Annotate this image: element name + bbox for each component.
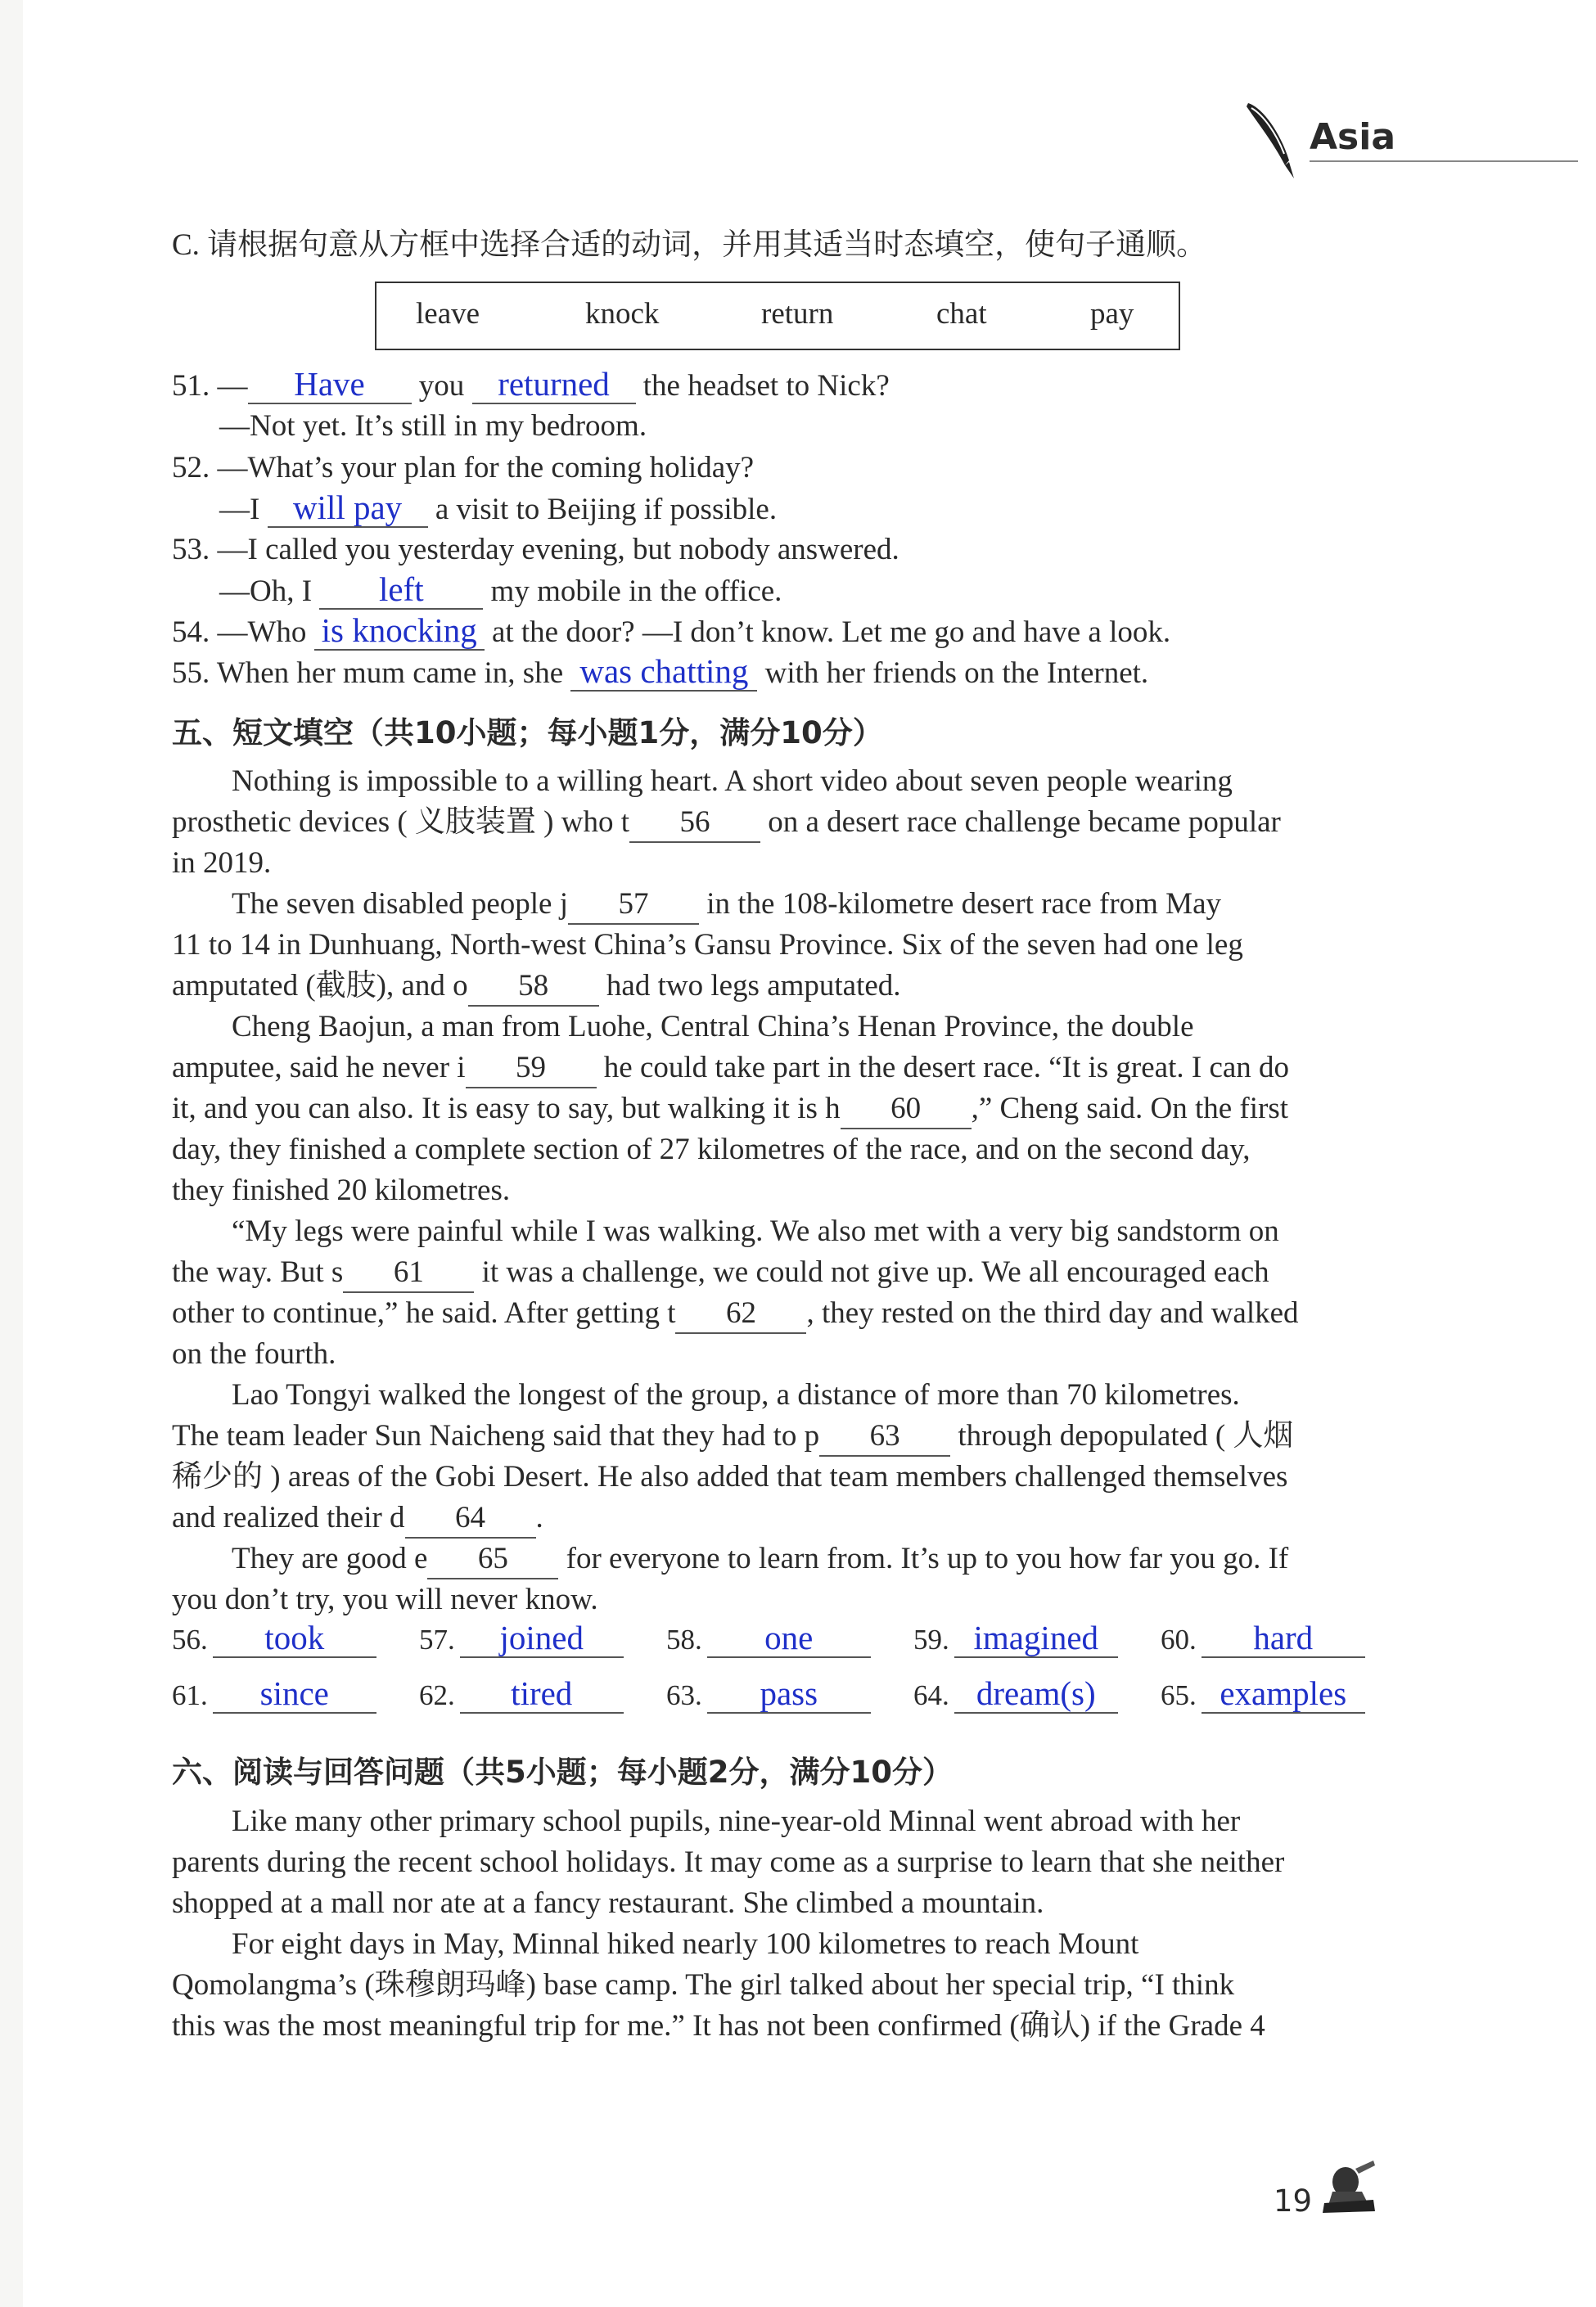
question-51-reply: —Not yet. It’s still in my bedroom. xyxy=(219,409,647,443)
reading-line: parents during the recent school holidays. It may come as a surprise to learn that she neither xyxy=(172,1845,1285,1879)
answer-64: dream(s) xyxy=(976,1674,1096,1712)
reading-line: Like many other primary school pupils, nine-year-old Minnal went abroad with her xyxy=(232,1805,1241,1838)
answer-56: took xyxy=(264,1619,325,1656)
pen-icon xyxy=(1240,97,1305,182)
passage-line: in 2019. xyxy=(172,846,272,880)
passage-line: 11 to 14 in Dunhuang, North-west China’s Gansu Province. Six of the seven had one leg xyxy=(172,928,1243,962)
reading-student-icon xyxy=(1316,2154,1382,2219)
header-rule xyxy=(1310,160,1578,162)
passage-line: day, they finished a complete section of 27 kilometres of the race, and on the second day, xyxy=(172,1133,1251,1166)
answer-55: was chatting xyxy=(579,652,749,690)
reading-line: this was the most meaningful trip for me.” It has not been confirmed (确认) if the Grade 4 xyxy=(172,2009,1265,2043)
passage-line: they finished 20 kilometres. xyxy=(172,1174,511,1207)
question-52-reply: —I will pay a visit to Beijing if possible. xyxy=(219,489,778,526)
passage-line: on the fourth. xyxy=(172,1337,336,1371)
word-box-item: knock xyxy=(585,297,660,331)
question-55: 55. When her mum came in, she was chatting with her friends on the Internet. xyxy=(172,652,1149,690)
answer-62: tired xyxy=(511,1674,573,1712)
answer-row-2: 61. since 62. tired 63. pass 64. dream(s) 65. examples xyxy=(172,1674,1365,1714)
passage-line: other to continue,” he said. After getting t 62 , they rested on the third day and walked xyxy=(172,1293,1299,1334)
word-box-item: pay xyxy=(1090,297,1134,331)
answer-54: is knocking xyxy=(321,611,477,649)
question-52: 52. —What’s your plan for the coming holiday? xyxy=(172,451,755,484)
passage-line: prosthetic devices ( 义肢装置 ) who t 56 on a desert race challenge became popular xyxy=(172,802,1281,843)
answer-60: hard xyxy=(1253,1619,1314,1656)
answer-51a: Have xyxy=(294,365,365,403)
question-53: 53. —I called you yesterday evening, but nobody answered. xyxy=(172,533,899,566)
passage-line: Nothing is impossible to a willing heart. A short video about seven people wearing xyxy=(232,764,1233,798)
section-5-heading: 五、短文填空（共10小题；每小题1分，满分10分） xyxy=(172,715,883,750)
passage-line: 稀少的 ) areas of the Gobi Desert. He also added that team members challenged themselves xyxy=(172,1460,1288,1494)
passage-line: They are good e 65 for everyone to learn from. It’s up to you how far you go. If xyxy=(232,1539,1288,1579)
header-title: Asia xyxy=(1310,116,1396,158)
passage-line: you don’t try, you will never know. xyxy=(172,1583,598,1616)
passage-line: amputated (截肢), and o 58 had two legs amputated. xyxy=(172,966,901,1007)
answer-57: joined xyxy=(499,1619,584,1656)
reading-line: Qomolangma’s (珠穆朗玛峰) base camp. The girl talked about her special trip, “I think xyxy=(172,1968,1235,2002)
question-51: 51. — Have you returned the headset to Nick? xyxy=(172,365,890,403)
answer-51b: returned xyxy=(498,365,610,403)
answer-58: one xyxy=(764,1619,814,1656)
passage-line: Lao Tongyi walked the longest of the group, a distance of more than 70 kilometres. xyxy=(232,1378,1240,1412)
word-box-item: leave xyxy=(416,297,480,331)
section-6-heading: 六、阅读与回答问题（共5小题；每小题2分，满分10分） xyxy=(172,1755,953,1790)
answer-53: left xyxy=(378,570,424,608)
question-54: 54. —Who is knocking at the door? —I don’t know. Let me go and have a look. xyxy=(172,611,1171,649)
passage-line: and realized their d 64 . xyxy=(172,1498,543,1539)
answer-63: pass xyxy=(760,1674,818,1712)
answer-61: since xyxy=(259,1674,329,1712)
reading-line: For eight days in May, Minnal hiked nearly 100 kilometres to reach Mount xyxy=(232,1927,1139,1961)
word-box-item: chat xyxy=(936,297,987,331)
question-53-reply: —Oh, I left my mobile in the office. xyxy=(219,570,782,608)
word-box-item: return xyxy=(761,297,834,331)
passage-line: the way. But s 61 it was a challenge, we could not give up. We all encouraged each xyxy=(172,1252,1269,1293)
answer-59: imagined xyxy=(973,1619,1099,1656)
answer-65: examples xyxy=(1220,1674,1347,1712)
passage-line: it, and you can also. It is easy to say, but walking it is h 60 ,” Cheng said. On the first xyxy=(172,1088,1288,1129)
passage-line: Cheng Baojun, a man from Luohe, Central China’s Henan Province, the double xyxy=(232,1010,1194,1043)
reading-line: shopped at a mall nor ate at a fancy restaurant. She climbed a mountain. xyxy=(172,1886,1044,1920)
answer-row-1: 56. took 57. joined 58. one 59. imagined 60. hard xyxy=(172,1619,1365,1658)
passage-line: The seven disabled people j 57 in the 108-kilometre desert race from May xyxy=(232,884,1221,925)
word-box xyxy=(375,282,1180,350)
answer-52: will pay xyxy=(292,489,403,526)
passage-line: amputee, said he never i 59 he could take part in the desert race. “It is great. I can do xyxy=(172,1048,1289,1088)
page-number: 19 xyxy=(1274,2183,1313,2219)
passage-line: The team leader Sun Naicheng said that they had to p 63 through depopulated ( 人烟 xyxy=(172,1416,1293,1457)
section-c-instruction: C. 请根据句意从方框中选择合适的动词，并用其适当时态填空，使句子通顺。 xyxy=(172,228,1207,262)
passage-line: “My legs were painful while I was walking. We also met with a very big sandstorm on xyxy=(232,1214,1279,1248)
